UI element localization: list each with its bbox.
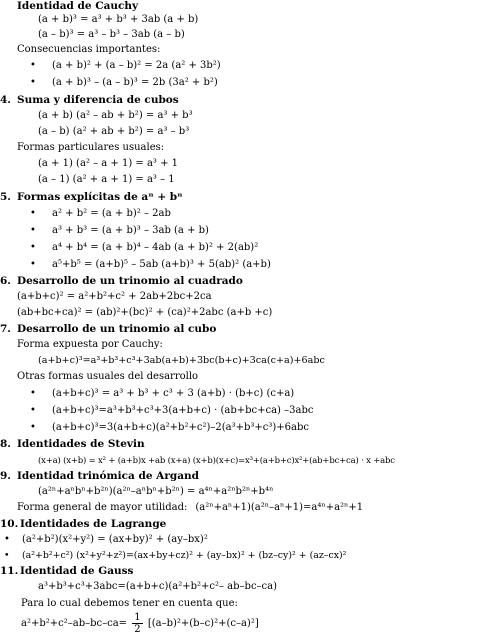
formula: (a²ⁿ+aⁿbⁿ+b²ⁿ)(a²ⁿ–aⁿbⁿ+b²ⁿ) = a⁴ⁿ+a²ⁿb²ⁿ+b⁴ⁿ bbox=[38, 486, 274, 497]
section-heading-6 bbox=[0, 275, 243, 287]
section-heading-5 bbox=[0, 191, 183, 203]
section-title: Formas explícitas de aⁿ + bⁿ bbox=[17, 191, 183, 203]
formula: a²+b²+c²–ab–bc–ca= bbox=[21, 618, 128, 629]
formula-with-fraction bbox=[21, 612, 259, 636]
formula-row bbox=[17, 502, 363, 514]
formula: (a²+b²+c²) (x²+y²+z²)=(ax+by+cz)² + (ay–bx)² + (bz–cy)² + (az–cx)² bbox=[22, 550, 347, 561]
formula: (a+b+c)³=3(a+b+c)(a²+b²+c²)–2(a³+b³+c³)+6abc bbox=[52, 422, 309, 433]
bullet-icon: • bbox=[30, 225, 36, 236]
formula: (a + 1) (a² – a + 1) = a³ + 1 bbox=[38, 158, 179, 169]
formula: (a – b) (a² + ab + b²) = a³ – b³ bbox=[38, 126, 190, 137]
formula: a³ + b³ = (a + b)³ – 3ab (a + b) bbox=[52, 225, 209, 236]
formula: (a+b+c)³=a³+b³+c³+3(a+b+c) · (ab+bc+ca) –3abc bbox=[52, 405, 314, 416]
one-half-fraction bbox=[132, 612, 142, 635]
section-heading-8 bbox=[0, 438, 145, 450]
formula: (x+a) (x+b) = x² + (a+b)x +ab (x+a) (x+b)(x+c)=x³+(a+b+c)x²+(ab+bc+ca) · x +abc bbox=[38, 456, 395, 466]
formula: a⁴ + b⁴ = (a + b)⁴ – 4ab (a + b)² + 2(ab)² bbox=[52, 242, 259, 253]
bullet-item bbox=[30, 77, 218, 89]
section-title: Desarrollo de un trinomio al cubo bbox=[17, 323, 217, 335]
section-title: Identidad de Gauss bbox=[20, 565, 134, 577]
formula: a³+b³+c³+3abc=(a+b+c)(a²+b²+c²– ab–bc–ca) bbox=[38, 581, 278, 592]
section-title: Identidad trinómica de Argand bbox=[17, 470, 199, 482]
formula: (a + b)³ = a³ + b³ + 3ab (a + b) bbox=[38, 14, 199, 25]
formula: (a – b)³ = a³ – b³ – 3ab (a – b) bbox=[38, 29, 185, 40]
bullet-item bbox=[30, 422, 309, 434]
formula: (a + b)³ – (a – b)³ = 2b (3a² + b²) bbox=[52, 77, 218, 88]
formula: a⁵+b⁵ = (a+b)⁵ – 5ab (a+b)³ + 5(ab)² (a+b) bbox=[52, 259, 271, 270]
section-heading-4 bbox=[0, 94, 179, 106]
bullet-item bbox=[30, 388, 294, 400]
fraction-denominator: 2 bbox=[134, 624, 141, 635]
formula: (a + b) (a² – ab + b²) = a³ + b³ bbox=[38, 110, 193, 121]
formula: (a+b+c)³=a³+b³+c³+3ab(a+b)+3bc(b+c)+3ca(c+a)+6abc bbox=[38, 355, 325, 366]
bullet-icon: • bbox=[4, 534, 10, 545]
formula: (a²ⁿ+aⁿ+1)(a²ⁿ–aⁿ+1)=a⁴ⁿ+a²ⁿ+1 bbox=[195, 502, 364, 513]
bullet-icon: • bbox=[30, 405, 36, 416]
bullet-item bbox=[30, 405, 313, 417]
formula: [(a–b)²+(b–c)²+(c–a)²] bbox=[147, 618, 259, 629]
section-title: Suma y diferencia de cubos bbox=[17, 94, 179, 106]
formula: (ab+bc+ca)² = (ab)²+(bc)² + (ca)²+2abc (a+b +c) bbox=[17, 307, 273, 318]
section-number: 8. bbox=[0, 438, 11, 450]
bullet-icon: • bbox=[30, 60, 36, 71]
section-heading-7 bbox=[0, 323, 216, 335]
bullet-item bbox=[4, 534, 208, 546]
subsection-label: Forma expuesta por Cauchy: bbox=[17, 339, 163, 350]
section-title: Identidades de Stevin bbox=[17, 438, 145, 450]
section-number: 11. bbox=[0, 565, 19, 577]
section-number: 10. bbox=[0, 518, 19, 530]
section-number: 7. bbox=[0, 323, 11, 335]
subsection-label: Para lo cual debemos tener en cuenta que: bbox=[21, 598, 238, 609]
formula: a² + b² = (a + b)² – 2ab bbox=[52, 208, 171, 219]
section-title: Desarrollo de un trinomio al cuadrado bbox=[17, 275, 243, 287]
bullet-icon: • bbox=[30, 422, 36, 433]
bullet-icon: • bbox=[30, 208, 36, 219]
fraction-numerator: 1 bbox=[134, 612, 141, 623]
section-title: Identidades de Lagrange bbox=[20, 518, 167, 530]
bullet-icon: • bbox=[30, 77, 36, 88]
bullet-item bbox=[30, 242, 258, 254]
bullet-icon: • bbox=[30, 388, 36, 399]
formula: (a – 1) (a² + a + 1) = a³ – 1 bbox=[38, 174, 175, 185]
formula: (a+b+c)² = a²+b²+c² + 2ab+2bc+2ca bbox=[17, 291, 212, 302]
bullet-item bbox=[30, 259, 271, 271]
subsection-label: Otras formas usuales del desarrollo bbox=[17, 371, 199, 382]
bullet-item bbox=[30, 60, 221, 72]
bullet-icon: • bbox=[30, 242, 36, 253]
section-heading-9 bbox=[0, 470, 199, 482]
bullet-icon: • bbox=[30, 259, 36, 270]
section-number: 9. bbox=[0, 470, 11, 482]
bullet-item bbox=[30, 208, 171, 220]
section-heading-11 bbox=[0, 565, 133, 577]
formula: (a+b+c)³ = a³ + b³ + c³ + 3 (a+b) · (b+c) (c+a) bbox=[52, 388, 295, 399]
section-heading: Identidad de Cauchy bbox=[17, 0, 139, 12]
bullet-icon: • bbox=[4, 550, 10, 561]
subsection-label: Formas particulares usuales: bbox=[17, 142, 165, 153]
subsection-label: Forma general de mayor utilidad: bbox=[17, 502, 188, 513]
formula: (a + b)² + (a – b)² = 2a (a² + 3b²) bbox=[52, 60, 221, 71]
bullet-item bbox=[4, 550, 346, 562]
section-number: 5. bbox=[0, 191, 11, 203]
section-number: 6. bbox=[0, 275, 11, 287]
section-heading-10 bbox=[0, 518, 166, 530]
subsection-label: Consecuencias importantes: bbox=[17, 44, 161, 55]
section-number: 4. bbox=[0, 94, 11, 106]
bullet-item bbox=[30, 225, 209, 237]
formula: (a²+b²)(x²+y²) = (ax+by)² + (ay–bx)² bbox=[22, 534, 208, 545]
